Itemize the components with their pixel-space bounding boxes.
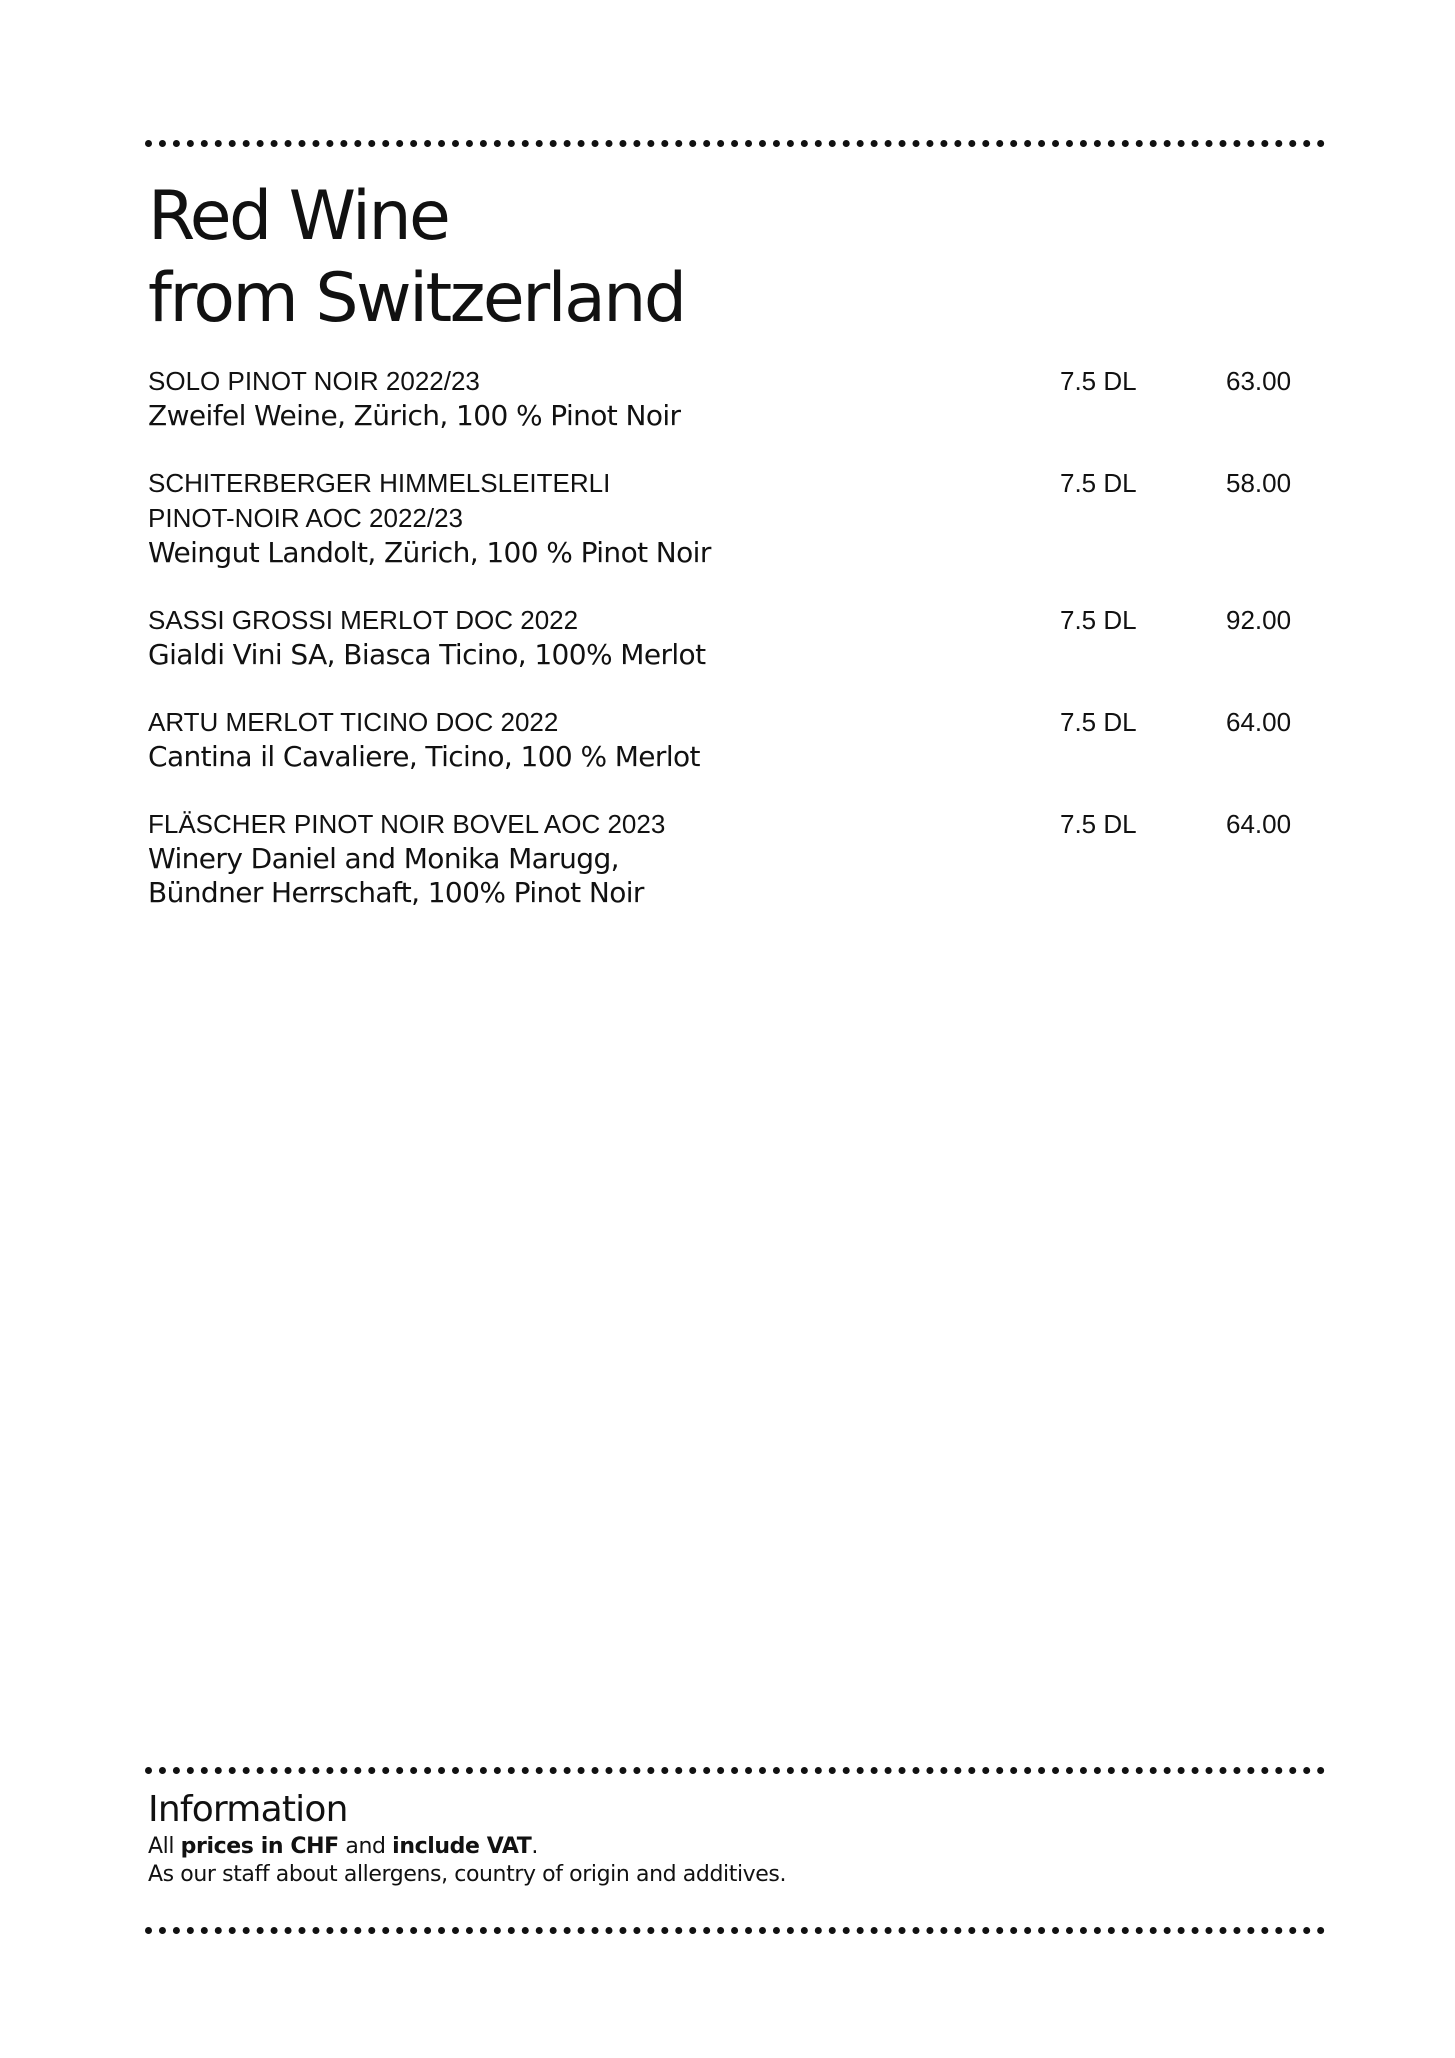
wine-description-line: Zweifel Weine, Zürich, 100 % Pinot Noir bbox=[148, 399, 681, 432]
wine-item bbox=[148, 364, 1308, 433]
price-note-post: . bbox=[531, 1834, 538, 1859]
wine-item bbox=[148, 466, 1308, 570]
wine-name bbox=[148, 466, 1008, 536]
wine-description-line: Winery Daniel and Monika Marugg, bbox=[148, 842, 619, 875]
wine-size: 7.5 DL bbox=[1060, 468, 1137, 498]
wine-item bbox=[148, 807, 1308, 910]
wine-name-line: SASSI GROSSI MERLOT DOC 2022 bbox=[148, 605, 579, 635]
wine-name-line: ARTU MERLOT TICINO DOC 2022 bbox=[148, 707, 559, 737]
wine-name-line: SCHITERBERGER HIMMELSLEITERLI bbox=[148, 468, 611, 498]
wine-name bbox=[148, 364, 1008, 399]
wine-size: 7.5 DL bbox=[1060, 809, 1137, 839]
price-note-pre: All bbox=[148, 1834, 181, 1859]
wine-description bbox=[148, 638, 1008, 672]
wine-price: 92.00 bbox=[1226, 605, 1292, 635]
wine-price: 64.00 bbox=[1226, 809, 1292, 839]
wine-description bbox=[148, 842, 1008, 910]
wine-price: 64.00 bbox=[1226, 707, 1292, 737]
top-divider bbox=[145, 140, 1325, 147]
info-bottom-divider bbox=[145, 1927, 1325, 1934]
wine-description-line: Cantina il Cavaliere, Ticino, 100 % Merlot bbox=[148, 740, 700, 773]
price-note-mid: and bbox=[338, 1834, 393, 1859]
information-title: Information bbox=[148, 1789, 348, 1830]
info-top-divider bbox=[145, 1767, 1325, 1774]
wine-item bbox=[148, 603, 1308, 672]
wine-description-line: Bündner Herrschaft, 100% Pinot Noir bbox=[148, 876, 644, 909]
wine-description bbox=[148, 399, 1008, 433]
page-title-line-2: from Switzerland bbox=[148, 259, 685, 338]
price-note-currency: prices in CHF bbox=[180, 1834, 339, 1859]
wine-name bbox=[148, 705, 1008, 740]
wine-description bbox=[148, 740, 1008, 774]
wine-size: 7.5 DL bbox=[1060, 707, 1137, 737]
price-note bbox=[148, 1833, 1298, 1861]
wine-item bbox=[148, 705, 1308, 774]
wine-name bbox=[148, 603, 1008, 638]
allergen-note: As our staff about allergens, country of origin and additives. bbox=[148, 1862, 787, 1887]
page-title-line-1: Red Wine bbox=[148, 177, 449, 256]
wine-description-line: Weingut Landolt, Zürich, 100 % Pinot Noir bbox=[148, 536, 711, 569]
wine-price: 58.00 bbox=[1226, 468, 1292, 498]
wine-price: 63.00 bbox=[1226, 366, 1292, 396]
wine-description bbox=[148, 536, 1008, 570]
wine-list bbox=[148, 364, 1308, 943]
wine-name-line: PINOT-NOIR AOC 2022/23 bbox=[148, 503, 464, 533]
information-section bbox=[148, 1787, 1298, 1889]
wine-name-line: SOLO PINOT NOIR 2022/23 bbox=[148, 366, 480, 396]
wine-name bbox=[148, 807, 1008, 842]
wine-name-line: FLÄSCHER PINOT NOIR BOVEL AOC 2023 bbox=[148, 809, 666, 839]
wine-description-line: Gialdi Vini SA, Biasca Ticino, 100% Merlot bbox=[148, 638, 706, 671]
price-note-vat: include VAT bbox=[392, 1834, 532, 1859]
wine-size: 7.5 DL bbox=[1060, 605, 1137, 635]
page-title bbox=[148, 176, 685, 340]
wine-size: 7.5 DL bbox=[1060, 366, 1137, 396]
